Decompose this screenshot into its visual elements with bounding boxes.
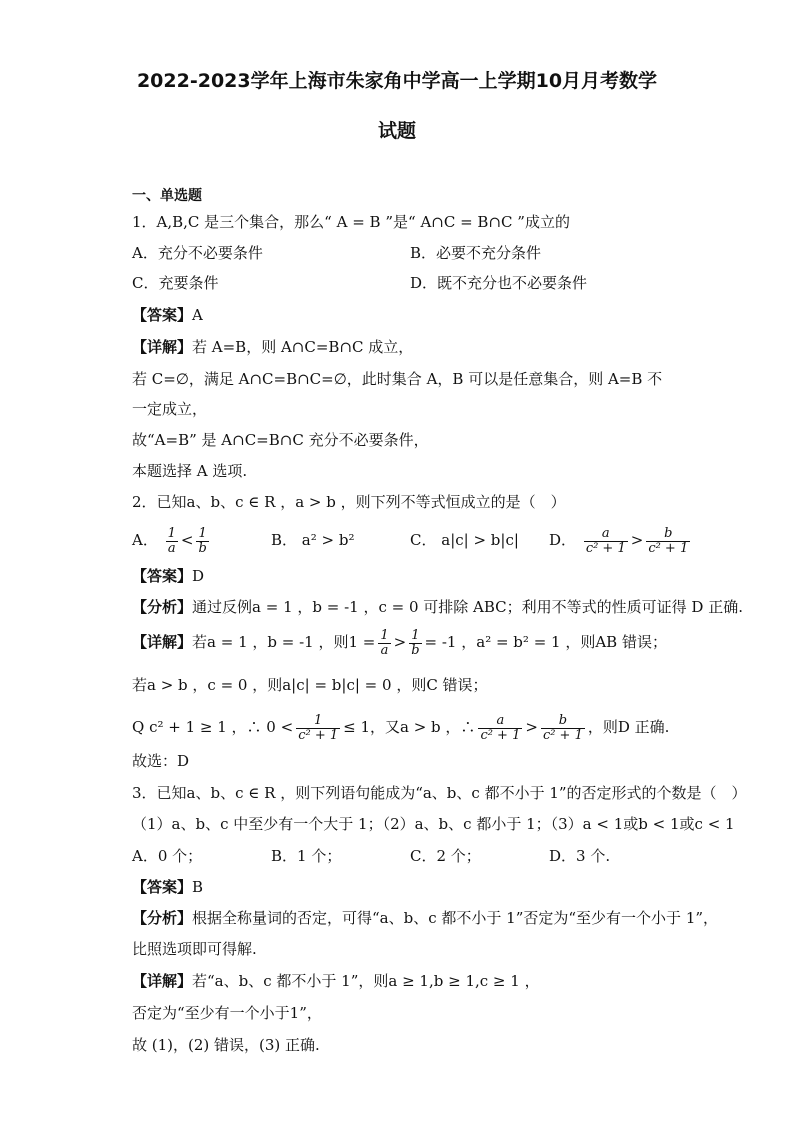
q3-items: （1）a、b、c 中至少有一个大于 1；（2）a、b、c 都小于 1；（3）a < 1或b < 1或c < 1: [132, 815, 735, 833]
option-label: D．: [549, 531, 577, 549]
q1-answer: [132, 305, 203, 325]
option-label: A．: [132, 531, 158, 549]
denominator: c² + 1: [585, 540, 626, 556]
numerator: 1: [196, 527, 208, 542]
detail-text: = -1 ，a² = b² = 1 ，则AB 错误；: [424, 633, 667, 651]
q1-detail-4: 故“A=B” 是 A∩C=B∩C 充分不必要条件，: [132, 431, 429, 449]
analysis-tag: 【分析】: [132, 909, 193, 927]
analysis-tag: 【分析】: [132, 598, 193, 616]
analysis-text: 根据全称量词的否定，可得“a、b、c 都不小于 1”否定为“至少有一个小于 1”，: [192, 909, 719, 927]
fraction: [478, 714, 522, 743]
numerator: 1: [409, 629, 421, 644]
q1-option-d: D．既不充分也不必要条件: [410, 274, 588, 292]
detail-text: 若 A=B，则 A∩C=B∩C 成立，: [192, 338, 414, 356]
analysis-text: 通过反例a = 1 ，b = -1 ，c = 0 可排除 ABC；利用不等式的性质可证得 D 正确.: [192, 598, 743, 616]
q3-option-b: B．1 个；: [271, 847, 342, 865]
q3-detail-2: 否定为“至少有一个小于1”，: [132, 1004, 322, 1022]
q3-option-c: C．2 个；: [410, 847, 481, 865]
denominator: b: [411, 642, 420, 658]
detail-text: 若“a、b、c 都不小于 1”，则a ≥ 1,b ≥ 1,c ≥ 1 ，: [192, 972, 540, 990]
detail-text: ≤ 1，又a > b ，∴: [343, 718, 476, 736]
fraction: [296, 714, 340, 743]
denominator: a: [380, 642, 389, 658]
fraction: [378, 629, 390, 658]
q2-option-d: [549, 522, 693, 558]
q2-option-c: C． a|c| > b|c|: [410, 531, 519, 549]
q3-stem: 3．已知a、b、c ∈ R ，则下列语句能成为“a、b、c 都不小于 1”的否定形式的个数是（ ）: [132, 784, 747, 802]
numerator: b: [646, 527, 690, 542]
q1-detail-3: 一定成立，: [132, 400, 208, 418]
q2-option-b: B． a² > b²: [271, 531, 355, 549]
fraction: [196, 527, 208, 556]
q1-option-b: B．必要不充分条件: [410, 244, 542, 262]
q3-answer: [132, 877, 203, 897]
relation-sign: >: [630, 531, 644, 549]
detail-tag: 【详解】: [132, 633, 193, 651]
denominator: c² + 1: [480, 727, 521, 743]
q1-detail-5: 本题选择 A 选项.: [132, 462, 248, 480]
denominator: c² + 1: [298, 727, 339, 743]
fraction: [584, 527, 628, 556]
detail-text: ，则D 正确.: [587, 718, 670, 736]
fraction: [646, 527, 690, 556]
fraction: [166, 527, 178, 556]
doc-title-line2: 试题: [377, 120, 416, 142]
numerator: a: [584, 527, 628, 542]
q1-option-c: C．充要条件: [132, 274, 219, 292]
q3-detail-1: [132, 971, 540, 991]
answer-value: D: [192, 567, 205, 585]
q1-option-a: A．充分不必要条件: [132, 244, 263, 262]
q3-detail-3: 故 (1)，(2) 错误，(3) 正确.: [132, 1036, 320, 1054]
q2-analysis: [132, 597, 743, 617]
section-heading: 一、单选题: [132, 188, 202, 204]
detail-tag: 【详解】: [132, 972, 193, 990]
numerator: 1: [167, 525, 176, 541]
answer-tag: 【答案】: [132, 567, 193, 585]
relation-sign: >: [525, 718, 538, 736]
q3-option-d: D．3 个.: [549, 847, 611, 865]
q2-conclusion: 故选：D: [132, 752, 190, 770]
relation-sign: <: [180, 531, 194, 549]
q1-detail-2: 若 C=∅，满足 A∩C=B∩C=∅，此时集合 A，B 可以是任意集合，则 A=B 不: [132, 370, 663, 388]
detail-tag: 【详解】: [132, 338, 193, 356]
numerator: a: [478, 714, 522, 729]
denominator: b: [198, 540, 207, 556]
fraction: [541, 714, 585, 743]
q1-detail-1: [132, 337, 413, 357]
denominator: c² + 1: [648, 540, 689, 556]
fraction: [409, 629, 421, 658]
relation-sign: >: [393, 633, 407, 651]
q3-analysis-1: [132, 908, 718, 928]
q2-detail-1: [132, 624, 667, 660]
answer-value: B: [192, 878, 204, 896]
answer-value: A: [192, 306, 203, 324]
answer-tag: 【答案】: [132, 306, 193, 324]
denominator: c² + 1: [542, 727, 583, 743]
doc-title-line1: 2022-2023学年上海市朱家角中学高一上学期10月月考数学: [136, 70, 658, 92]
q2-stem: 2．已知a、b、c ∈ R ，a > b ，则下列不等式恒成立的是（ ）: [132, 493, 566, 511]
answer-tag: 【答案】: [132, 878, 193, 896]
q3-analysis-2: 比照选项即可得解.: [132, 940, 257, 958]
detail-text: Q c² + 1 ≥ 1 ，∴ 0 <: [132, 718, 294, 736]
q3-option-a: A．0 个；: [132, 847, 203, 865]
denominator: a: [167, 540, 176, 556]
q2-detail-3: [132, 709, 669, 745]
numerator: 1: [296, 714, 340, 729]
q1-stem: 1．A,B,C 是三个集合，那么“ A = B ”是“ A∩C = B∩C ”成立的: [132, 213, 570, 231]
detail-text: 若a = 1 ，b = -1 ，则1 =: [192, 633, 376, 651]
q2-answer: [132, 566, 204, 586]
numerator: 1: [380, 627, 389, 643]
numerator: b: [541, 714, 585, 729]
q2-option-a: [132, 522, 212, 558]
q2-detail-2: 若a > b ，c = 0 ，则a|c| = b|c| = 0 ，则C 错误；: [132, 676, 488, 694]
